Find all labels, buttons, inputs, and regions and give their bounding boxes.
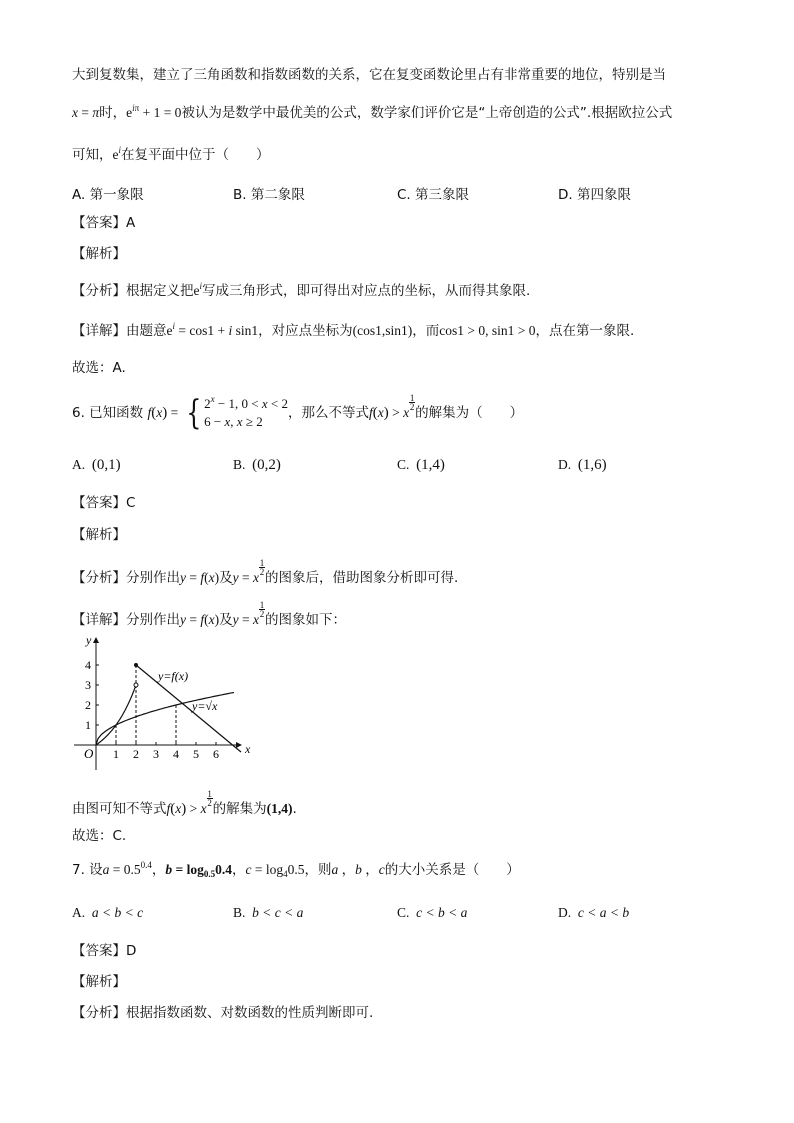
q5-detail: 【详解】由题意$e^i = \cos 1 + i$ sin1，对应点坐标为(cos1,sin1)，而cos1 > 0, sin1 > 0，点在第一象限.: [72, 321, 635, 339]
q5-option-b[interactable]: B. 第二象限: [233, 187, 305, 203]
q6-detail: 【详解】分别作出y = f(x)及y = x $\frac{1}{2}$ 的图象如下：: [72, 600, 347, 628]
x-tick-label: 2: [133, 747, 139, 761]
label-f: y=f(x): [158, 669, 189, 683]
q7-option-a[interactable]: A. a < b < c: [72, 905, 144, 920]
q5-stem-line1: 大到复数集，建立了三角函数和指数函数的关系，它在复变函数论里占有非常重要的地位，特别是当: [72, 67, 666, 83]
x-tick-label: 4: [173, 747, 179, 761]
q5-stem-line3: 可知，$e^i$在复平面中位于（ ）: [72, 145, 270, 163]
x-tick-label: 1: [113, 747, 119, 761]
formula-x-eq-pi: x = π: [72, 105, 100, 120]
q7-answer: 【答案】D: [72, 943, 137, 959]
q5-option-d[interactable]: D. 第四象限: [558, 187, 631, 203]
q5-analysis-label: 【解析】: [72, 246, 126, 262]
closed-point: [134, 663, 138, 667]
q7-option-c[interactable]: C. c < b < a: [397, 905, 468, 920]
y-axis-label: y: [86, 633, 92, 647]
q7-option-b[interactable]: B. b < c < a: [233, 905, 304, 920]
q5-conclusion: 故选：A.: [72, 360, 126, 376]
q5-option-a[interactable]: A. 第一象限: [72, 187, 144, 203]
formula-euler-identity: $e^{i\pi} + 1 = 0$: [126, 103, 182, 120]
function-graph: [66, 630, 256, 780]
q6-option-b[interactable]: B. (0,2): [233, 457, 281, 473]
q7-analysis-label: 【解析】: [72, 974, 126, 990]
formula-e-i: $e^i$: [112, 145, 122, 162]
open-point: [134, 683, 138, 687]
y-tick-label: 2: [85, 698, 91, 712]
q7-stem: 7. 设$a = 0.5^{0.4}$，$b = \log_{0.5}0.4$，$c = \log_40.5$，则a ，b ，c的大小关系是（ ）: [72, 860, 520, 879]
formula-f-of-x: f(x) =: [147, 405, 179, 421]
q5-stem-line2: x = π时，$e^{i\pi} + 1 = 0$被认为是数学中最优美的公式，数学家们评价它是“上帝创造的公式”.根据欧拉公式: [72, 103, 673, 121]
q6-fenxi: 【分析】分别作出y = f(x)及y = x $\frac{1}{2}$ 的图象后，借助图象分析即可得.: [72, 558, 459, 586]
y-tick-label: 3: [85, 678, 91, 692]
x-axis-label: x: [245, 742, 251, 756]
q6-option-a[interactable]: A. (0,1): [72, 457, 121, 473]
q6-option-d[interactable]: D. (1,6): [558, 457, 607, 473]
piecewise-definition: { $2^x - 1$, 0 < x < 2 6 − x, x ≥ 2: [185, 393, 288, 433]
y-tick-label: 4: [85, 658, 91, 672]
q6-analysis-label: 【解析】: [72, 527, 126, 543]
q6-conclusion: 故选：C.: [72, 828, 127, 844]
x-tick-label: 3: [153, 747, 159, 761]
q6-result: 由图可知不等式f(x) > x $\frac{1}{2}$ 的解集为(1,4).: [72, 789, 297, 817]
q5-option-c[interactable]: C. 第三象限: [397, 187, 470, 203]
label-sqrt: y=√x: [192, 699, 218, 713]
origin-label: O: [84, 746, 94, 761]
x-tick-label: 5: [193, 747, 199, 761]
q7-option-d[interactable]: D. c < a < b: [558, 905, 630, 920]
q5-fenxi: 【分析】根据定义把$e^i$写成三角形式，即可得出对应点的坐标，从而得其象限.: [72, 281, 531, 299]
q6-stem: 6. 已知函数 f(x) = { $2^x - 1$, 0 < x < 2 6 − x, x ≥ 2 ，那么不等式f(x) > x $\frac{1}{2}$ 的解集为（ ）: [72, 393, 524, 433]
x-tick-label: 6: [213, 747, 219, 761]
q5-answer: 【答案】A: [72, 215, 136, 231]
formula-inequality: f(x) > x $\frac{1}{2}$: [368, 393, 415, 421]
q6-answer: 【答案】C: [72, 495, 136, 511]
q6-option-c[interactable]: C. (1,4): [397, 457, 445, 473]
line-linear: [136, 665, 241, 752]
y-tick-label: 1: [85, 718, 91, 732]
q7-fenxi: 【分析】根据指数函数、对数函数的性质判断即可.: [72, 1005, 374, 1021]
